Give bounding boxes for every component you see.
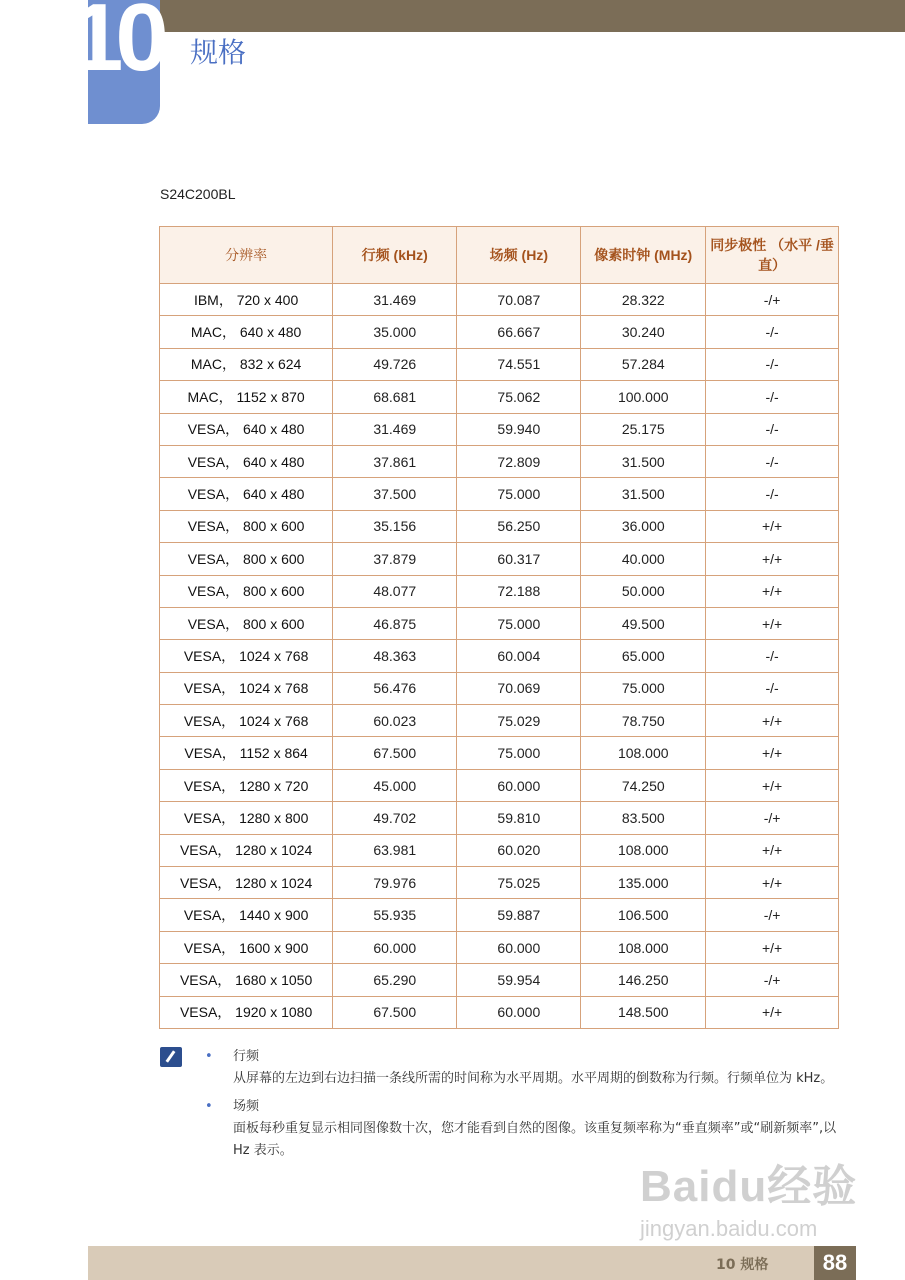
column-header-sync-polarity: 同步极性 （水平 /垂直） (706, 227, 839, 284)
cell-resolution: VESA， 1600 x 900 (160, 931, 333, 963)
footer-chapter-label: 10 规格 (716, 1257, 769, 1273)
cell-pixel-clock: 30.240 (581, 316, 706, 348)
table-row (160, 834, 839, 866)
cell-resolution: VESA， 800 x 600 (160, 607, 333, 639)
table-row (160, 737, 839, 769)
table-row (160, 705, 839, 737)
bullet-icon: • (205, 1049, 213, 1064)
cell-resolution: VESA， 1280 x 1024 (160, 867, 333, 899)
cell-pixel-clock: 65.000 (581, 640, 706, 672)
cell-resolution: VESA， 640 x 480 (160, 413, 333, 445)
cell-horizontal-frequency: 63.981 (333, 834, 457, 866)
cell-resolution: IBM， 720 x 400 (160, 284, 333, 316)
cell-resolution: MAC， 832 x 624 (160, 348, 333, 380)
cell-pixel-clock: 49.500 (581, 607, 706, 639)
cell-horizontal-frequency: 48.077 (333, 575, 457, 607)
cell-horizontal-frequency: 65.290 (333, 964, 457, 996)
cell-vertical-frequency: 56.250 (457, 510, 581, 542)
cell-resolution: VESA， 800 x 600 (160, 510, 333, 542)
table-body (160, 284, 839, 1029)
cell-pixel-clock: 50.000 (581, 575, 706, 607)
cell-pixel-clock: 108.000 (581, 834, 706, 866)
table-row (160, 802, 839, 834)
cell-pixel-clock: 108.000 (581, 737, 706, 769)
cell-sync-polarity: +/+ (706, 510, 839, 542)
cell-sync-polarity: +/+ (706, 931, 839, 963)
cell-horizontal-frequency: 31.469 (333, 413, 457, 445)
cell-vertical-frequency: 74.551 (457, 348, 581, 380)
cell-resolution: VESA， 1280 x 720 (160, 769, 333, 801)
cell-pixel-clock: 135.000 (581, 867, 706, 899)
cell-resolution: VESA， 1024 x 768 (160, 672, 333, 704)
cell-pixel-clock: 108.000 (581, 931, 706, 963)
table-row (160, 769, 839, 801)
page-number: 88 (814, 1246, 856, 1280)
note-title: 行频 (233, 1049, 260, 1064)
cell-sync-polarity: -/- (706, 478, 839, 510)
cell-sync-polarity: +/+ (706, 867, 839, 899)
cell-vertical-frequency: 72.809 (457, 445, 581, 477)
cell-sync-polarity: -/+ (706, 284, 839, 316)
table-row (160, 575, 839, 607)
cell-resolution: VESA， 1920 x 1080 (160, 996, 333, 1028)
cell-horizontal-frequency: 45.000 (333, 769, 457, 801)
cell-horizontal-frequency: 35.156 (333, 510, 457, 542)
cell-vertical-frequency: 72.188 (457, 575, 581, 607)
table-header-row (160, 227, 839, 284)
column-header-vertical-frequency: 场频 (Hz) (457, 227, 581, 284)
cell-resolution: VESA， 640 x 480 (160, 478, 333, 510)
cell-sync-polarity: -/- (706, 413, 839, 445)
note-body: 从屏幕的左边到右边扫描一条线所需的时间称为水平周期。水平周期的倒数称为行频。行频单位为 kHz。 (233, 1071, 834, 1086)
cell-sync-polarity: -/- (706, 640, 839, 672)
cell-pixel-clock: 40.000 (581, 543, 706, 575)
cell-vertical-frequency: 60.000 (457, 769, 581, 801)
cell-vertical-frequency: 75.029 (457, 705, 581, 737)
cell-horizontal-frequency: 60.000 (333, 931, 457, 963)
cell-pixel-clock: 28.322 (581, 284, 706, 316)
note-body: 面板每秒重复显示相同图像数十次，您才能看到自然的图像。该重复频率称为“垂直频率”或“刷新频率”,以 Hz 表示。 (233, 1121, 837, 1158)
cell-vertical-frequency: 66.667 (457, 316, 581, 348)
cell-vertical-frequency: 75.000 (457, 607, 581, 639)
cell-horizontal-frequency: 37.861 (333, 445, 457, 477)
cell-horizontal-frequency: 49.702 (333, 802, 457, 834)
table-row (160, 348, 839, 380)
table-row (160, 413, 839, 445)
chapter-number: 10 (70, 0, 161, 91)
cell-horizontal-frequency: 46.875 (333, 607, 457, 639)
table-row (160, 381, 839, 413)
cell-horizontal-frequency: 67.500 (333, 996, 457, 1028)
cell-sync-polarity: -/- (706, 381, 839, 413)
cell-horizontal-frequency: 37.879 (333, 543, 457, 575)
cell-resolution: VESA， 1440 x 900 (160, 899, 333, 931)
cell-sync-polarity: -/- (706, 316, 839, 348)
cell-resolution: VESA， 800 x 600 (160, 543, 333, 575)
cell-pixel-clock: 78.750 (581, 705, 706, 737)
cell-vertical-frequency: 60.317 (457, 543, 581, 575)
table-row (160, 478, 839, 510)
cell-horizontal-frequency: 31.469 (333, 284, 457, 316)
cell-vertical-frequency: 70.069 (457, 672, 581, 704)
cell-sync-polarity: +/+ (706, 607, 839, 639)
table-row (160, 445, 839, 477)
model-name: S24C200BL (160, 186, 236, 202)
footer-band (88, 1246, 814, 1280)
cell-horizontal-frequency: 55.935 (333, 899, 457, 931)
cell-resolution: MAC， 640 x 480 (160, 316, 333, 348)
cell-vertical-frequency: 70.087 (457, 284, 581, 316)
column-header-pixel-clock: 像素时钟 (MHz) (581, 227, 706, 284)
cell-resolution: VESA， 1280 x 800 (160, 802, 333, 834)
table-row (160, 284, 839, 316)
cell-sync-polarity: +/+ (706, 769, 839, 801)
cell-pixel-clock: 31.500 (581, 478, 706, 510)
cell-sync-polarity: -/- (706, 445, 839, 477)
cell-vertical-frequency: 59.940 (457, 413, 581, 445)
table-row (160, 996, 839, 1028)
cell-vertical-frequency: 75.062 (457, 381, 581, 413)
cell-resolution: VESA， 640 x 480 (160, 445, 333, 477)
cell-sync-polarity: +/+ (706, 834, 839, 866)
cell-vertical-frequency: 60.004 (457, 640, 581, 672)
cell-sync-polarity: +/+ (706, 543, 839, 575)
cell-horizontal-frequency: 37.500 (333, 478, 457, 510)
cell-pixel-clock: 146.250 (581, 964, 706, 996)
cell-pixel-clock: 148.500 (581, 996, 706, 1028)
table-row (160, 543, 839, 575)
cell-vertical-frequency: 75.025 (457, 867, 581, 899)
watermark-logo: Baidu经验 (640, 1162, 858, 1211)
cell-vertical-frequency: 60.000 (457, 996, 581, 1028)
table-row (160, 672, 839, 704)
cell-sync-polarity: +/+ (706, 705, 839, 737)
cell-sync-polarity: -/- (706, 672, 839, 704)
cell-horizontal-frequency: 67.500 (333, 737, 457, 769)
column-header-horizontal-frequency: 行频 (kHz) (333, 227, 457, 284)
cell-resolution: VESA， 1024 x 768 (160, 705, 333, 737)
table-row (160, 607, 839, 639)
table-row (160, 931, 839, 963)
cell-pixel-clock: 75.000 (581, 672, 706, 704)
cell-pixel-clock: 100.000 (581, 381, 706, 413)
cell-sync-polarity: -/+ (706, 899, 839, 931)
watermark-url: jingyan.baidu.com (640, 1216, 818, 1241)
cell-sync-polarity: +/+ (706, 996, 839, 1028)
table-row (160, 964, 839, 996)
note-title: 场频 (233, 1099, 260, 1114)
cell-pixel-clock: 25.175 (581, 413, 706, 445)
cell-pixel-clock: 36.000 (581, 510, 706, 542)
timing-table (159, 226, 839, 1029)
cell-horizontal-frequency: 79.976 (333, 867, 457, 899)
table-row (160, 510, 839, 542)
cell-vertical-frequency: 59.954 (457, 964, 581, 996)
note-item-horizontal-frequency (205, 1046, 845, 1090)
cell-horizontal-frequency: 68.681 (333, 381, 457, 413)
cell-vertical-frequency: 60.000 (457, 931, 581, 963)
cell-horizontal-frequency: 48.363 (333, 640, 457, 672)
header-band (160, 0, 905, 32)
cell-vertical-frequency: 59.887 (457, 899, 581, 931)
table-row (160, 316, 839, 348)
cell-resolution: VESA， 800 x 600 (160, 575, 333, 607)
note-pencil-icon (160, 1047, 182, 1067)
cell-horizontal-frequency: 35.000 (333, 316, 457, 348)
cell-horizontal-frequency: 49.726 (333, 348, 457, 380)
cell-pixel-clock: 74.250 (581, 769, 706, 801)
cell-resolution: VESA， 1280 x 1024 (160, 834, 333, 866)
cell-horizontal-frequency: 56.476 (333, 672, 457, 704)
column-header-resolution: 分辨率 (160, 227, 333, 284)
cell-sync-polarity: +/+ (706, 737, 839, 769)
cell-pixel-clock: 83.500 (581, 802, 706, 834)
cell-sync-polarity: -/+ (706, 964, 839, 996)
cell-pixel-clock: 31.500 (581, 445, 706, 477)
table-row (160, 867, 839, 899)
cell-pixel-clock: 106.500 (581, 899, 706, 931)
table-row (160, 899, 839, 931)
cell-sync-polarity: -/- (706, 348, 839, 380)
cell-vertical-frequency: 75.000 (457, 737, 581, 769)
chapter-title: 规格 (190, 36, 247, 69)
table-row (160, 640, 839, 672)
cell-pixel-clock: 57.284 (581, 348, 706, 380)
cell-resolution: MAC， 1152 x 870 (160, 381, 333, 413)
bullet-icon: • (205, 1099, 213, 1114)
baidu-watermark (640, 1150, 857, 1242)
cell-sync-polarity: -/+ (706, 802, 839, 834)
cell-horizontal-frequency: 60.023 (333, 705, 457, 737)
cell-resolution: VESA， 1152 x 864 (160, 737, 333, 769)
cell-resolution: VESA， 1680 x 1050 (160, 964, 333, 996)
cell-vertical-frequency: 59.810 (457, 802, 581, 834)
cell-vertical-frequency: 60.020 (457, 834, 581, 866)
cell-resolution: VESA， 1024 x 768 (160, 640, 333, 672)
cell-sync-polarity: +/+ (706, 575, 839, 607)
cell-vertical-frequency: 75.000 (457, 478, 581, 510)
